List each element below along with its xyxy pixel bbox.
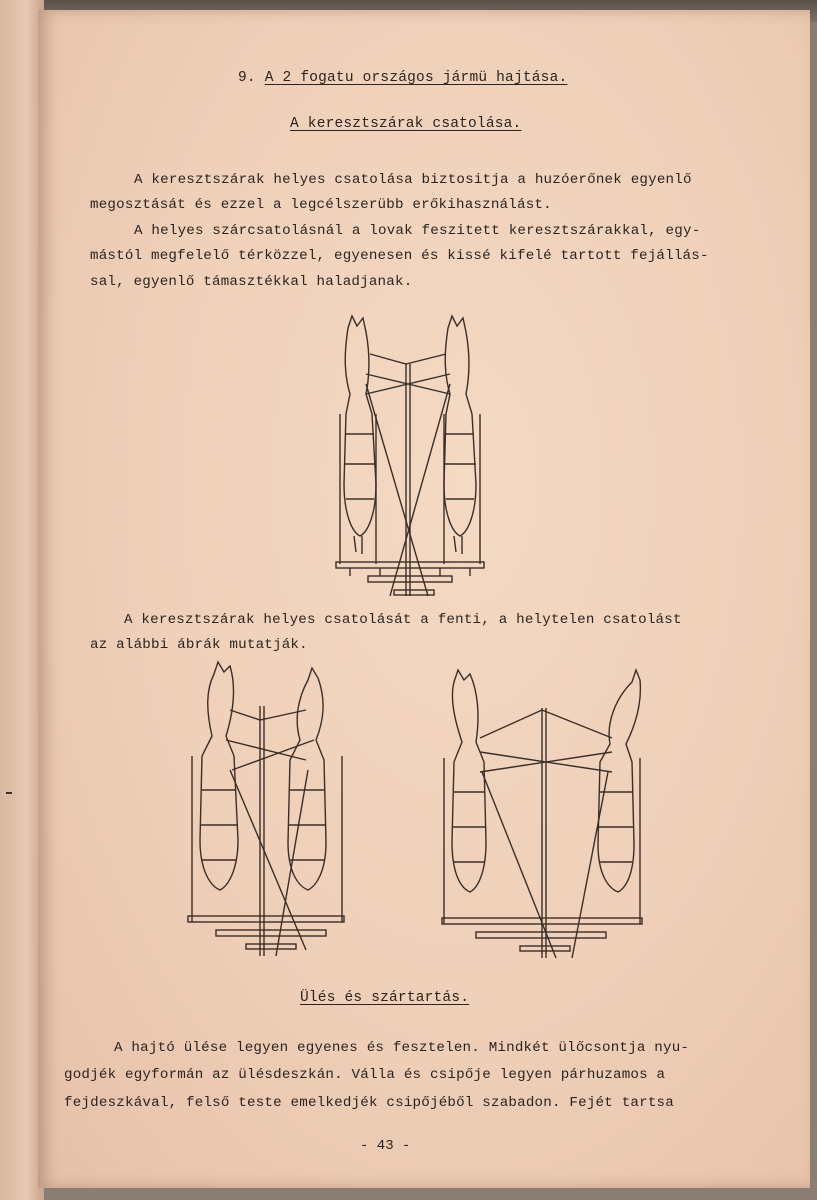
paragraph3-line: fejdeszkával, felső teste emelkedjék csipőjéből szabadon. Fejét tartsa xyxy=(64,1095,674,1111)
paragraph1-line: mástól megfelelő térközzel, egyenesen és kissé kifelé tartott fejállás- xyxy=(90,248,709,264)
paragraph1-line: megosztását és ezzel a legcélszerübb erőkihasználást. xyxy=(90,197,552,213)
seat-heading: Ülés és szártartás. xyxy=(300,990,470,1006)
document-page xyxy=(38,10,810,1188)
page-edge-mark xyxy=(6,792,12,794)
page-number: - 43 - xyxy=(360,1138,411,1154)
paragraph2-line: az alábbi ábrák mutatják. xyxy=(90,637,308,653)
paragraph1-line: A helyes szárcsatolásnál a lovak feszitett keresztszárakkal, egy- xyxy=(134,223,701,239)
paragraph3-line: godjék egyformán az ülésdeszkán. Válla és csipője legyen párhuzamos a xyxy=(64,1067,666,1083)
incorrect-coupling-figure-left xyxy=(156,660,356,960)
paragraph2-line: A keresztszárak helyes csatolását a fenti, a helytelen csatolást xyxy=(124,612,682,628)
section-heading xyxy=(238,70,567,86)
section-title: A 2 fogatu országos jármü hajtása. xyxy=(264,70,568,86)
paragraph1-line: sal, egyenlő támasztékkal haladjanak. xyxy=(90,274,413,290)
incorrect-coupling-figure-right xyxy=(436,662,646,962)
paragraph3-line: A hajtó ülése legyen egyenes és fesztelen. Mindkét ülőcsontja nyu- xyxy=(114,1040,690,1056)
section-number: 9. xyxy=(238,70,256,86)
correct-coupling-figure xyxy=(310,314,490,604)
paragraph1-line: A keresztszárak helyes csatolása biztositja a huzóerőnek egyenlő xyxy=(134,172,692,188)
section-subtitle: A keresztszárak csatolása. xyxy=(290,116,522,132)
